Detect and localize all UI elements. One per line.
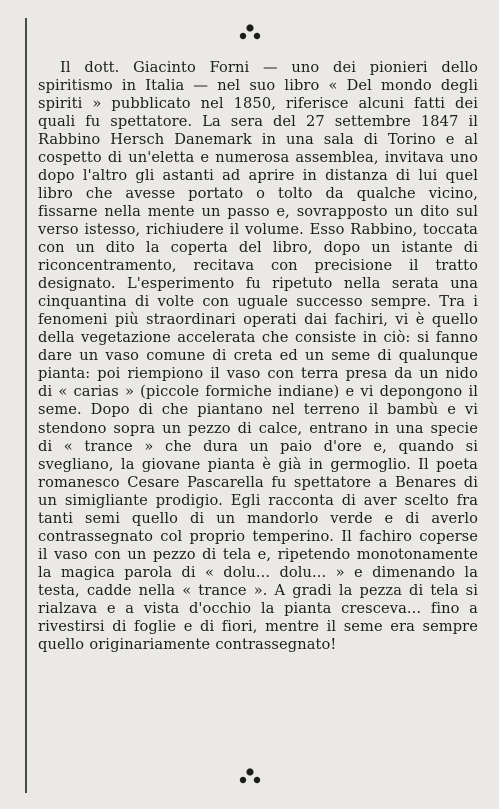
left-column-rule [25,18,27,793]
article-body: Il dott. Giacinto Forni — uno dei pionieri dello spiritismo in Italia — nel suo libro « Del mondo degli spiriti » pubblicato nel 1850, riferisce alcuni fatti dei quali fu spettatore. La sera del 27 settembre 1847 il Rabbino Hersch Danemark in una sala di Torino e al cospetto di un'eletta e numerosa assemblea, invitava uno dopo l'altro gli astanti ad aprire in distanza di lui quel libro che avesse portato o tolto da qualche vicino, fissarne nella mente un passo e, sovrapposto un dito sul verso istesso, richiudere il volume. Esso Rabbino, toccata con un dito la coperta del libro, dopo un istante di riconcentramento, recitava con precisione il tratto designato. L'esperimento fu ripetuto nella serata una cinquantina di volte con uguale successo sempre. Tra i fenomeni più straordinari operati dai fachiri, vi è quello della vegetazione accelerata che consiste in ciò: si fanno dare un vaso comune di creta ed un seme di qualunque pianta: poi riempiono il vaso con terra presa da un nido di « carias » (piccole formiche indiane) e vi depongono il seme. Dopo di che piantano nel terreno il bambù e vi stendono sopra un pezzo di calce, entrano in una specie di « trance » che dura un paio d'ore e, quando si svegliano, la giovane pianta è già in germoglio. Il poeta romanesco Cesare Pascarella fu spettatore a Benares di un simigliante prodigio. Egli racconta di aver scelto fra tanti semi quello di un mandorlo verde e di averlo contrassegnato col proprio temperino. Il fachiro coperse il vaso con un pezzo di tela e, ripetendo monotonamente la magica parola di « dolu... dolu... » e dimenando la testa, cadde nella « trance ». A gradi la pezza di tela si rialzava e a vista d'occhio la pianta cresceva... fino a rivestirsi di foglie e di fiori, mentre il seme era sempre quello originariamente contrassegnato! [38,58,478,654]
fleuron-three-dots-icon [235,766,265,788]
fleuron-three-dots-icon [235,22,265,44]
